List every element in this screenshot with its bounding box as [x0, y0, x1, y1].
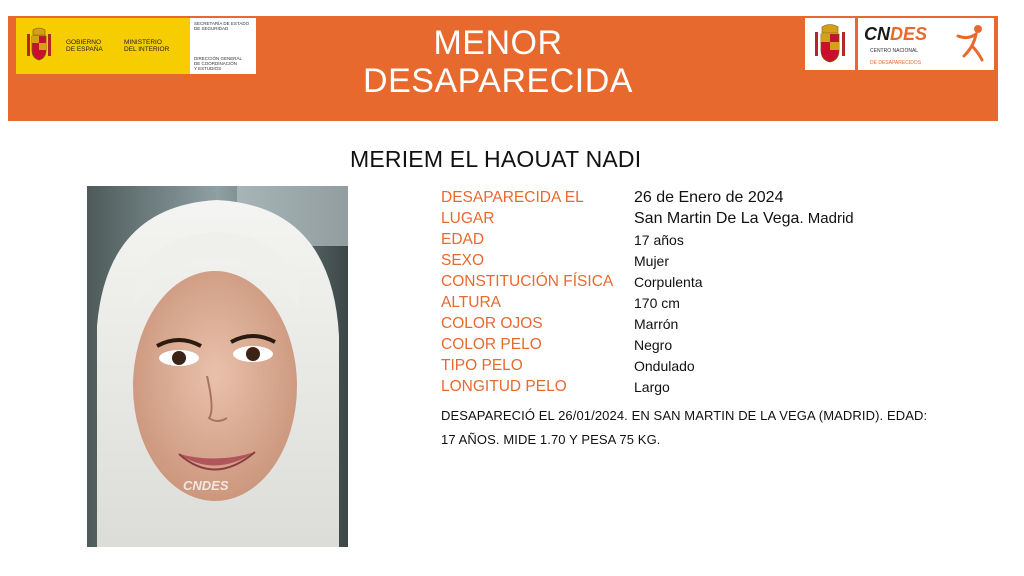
description: [441, 404, 1011, 452]
detail-label: TIPO PELO: [441, 356, 523, 374]
detail-value: Ondulado: [634, 357, 695, 374]
detail-row-sex: [441, 250, 854, 271]
detail-row-height: [441, 292, 854, 313]
person-name: MERIEM EL HAOUAT NADI: [350, 146, 642, 172]
detail-label: EDAD: [441, 230, 485, 248]
gobierno-text: GOBIERNO DE ESPAÑA: [66, 38, 103, 53]
details-table: [441, 187, 854, 397]
detail-value: Negro: [634, 336, 673, 353]
page-title: [308, 24, 688, 100]
detail-value: [634, 210, 854, 228]
cndes-figure-icon: [954, 22, 988, 66]
detail-label: LONGITUD PELO: [441, 377, 567, 395]
detail-row-age: [441, 229, 854, 250]
detail-label: SEXO: [441, 251, 485, 269]
government-logo: [16, 18, 256, 74]
detail-label: COLOR OJOS: [441, 314, 543, 332]
cndes-name: CNDES: [864, 24, 928, 44]
detail-label: CONSTITUCIÓN FÍSICA: [441, 272, 614, 290]
cndes-logo-group: [805, 18, 994, 70]
ministerio-text: MINISTERIO DEL INTERIOR: [124, 38, 170, 53]
detail-value: Marrón: [634, 315, 679, 332]
person-photo: [87, 186, 348, 547]
detail-row-hair-type: [441, 355, 854, 376]
detail-row-date: [441, 187, 854, 208]
detail-value: 17 años: [634, 231, 684, 248]
detail-value: Corpulenta: [634, 273, 703, 290]
header-banner: [8, 16, 998, 121]
detail-value: Largo: [634, 378, 670, 395]
detail-row-location: [441, 208, 854, 229]
location-town: San Martin De La Vega: [634, 209, 800, 227]
detail-row-eye-color: [441, 313, 854, 334]
detail-label: LUGAR: [441, 209, 495, 227]
cndes-subtitle-2: DE DESAPARECIDOS: [870, 60, 922, 66]
photo-watermark: CNDES: [183, 478, 229, 493]
detail-row-hair-color: [441, 334, 854, 355]
direccion-text: DIRECCIÓN GENERAL DE COORDINACIÓN Y ESTUDIOS: [194, 56, 243, 71]
secretaria-text: SECRETARÍA DE ESTADO DE SEGURIDAD: [194, 21, 250, 31]
cndes-logo: [858, 18, 994, 70]
detail-label: COLOR PELO: [441, 335, 542, 353]
detail-value: 26 de Enero de 2024: [634, 188, 784, 206]
title-line-2: DESAPARECIDA: [363, 62, 633, 100]
title-line-1: MENOR: [433, 24, 563, 62]
detail-value: 170 cm: [634, 294, 680, 311]
description-line-1: DESAPARECIÓ EL 26/01/2024. EN SAN MARTIN DE LA VEGA (MADRID). EDAD:: [441, 408, 928, 423]
detail-label: DESAPARECIDA EL: [441, 188, 584, 206]
cndes-subtitle: CENTRO NACIONAL: [870, 48, 919, 54]
spain-coat-of-arms-icon: [16, 18, 62, 74]
location-region: . Madrid: [799, 209, 854, 227]
coat-of-arms-icon: [805, 18, 855, 70]
detail-label: ALTURA: [441, 293, 502, 311]
description-line-2: 17 AÑOS. MIDE 1.70 Y PESA 75 KG.: [441, 432, 661, 447]
detail-value: Mujer: [634, 252, 670, 269]
detail-row-build: [441, 271, 854, 292]
detail-row-hair-length: [441, 376, 854, 397]
